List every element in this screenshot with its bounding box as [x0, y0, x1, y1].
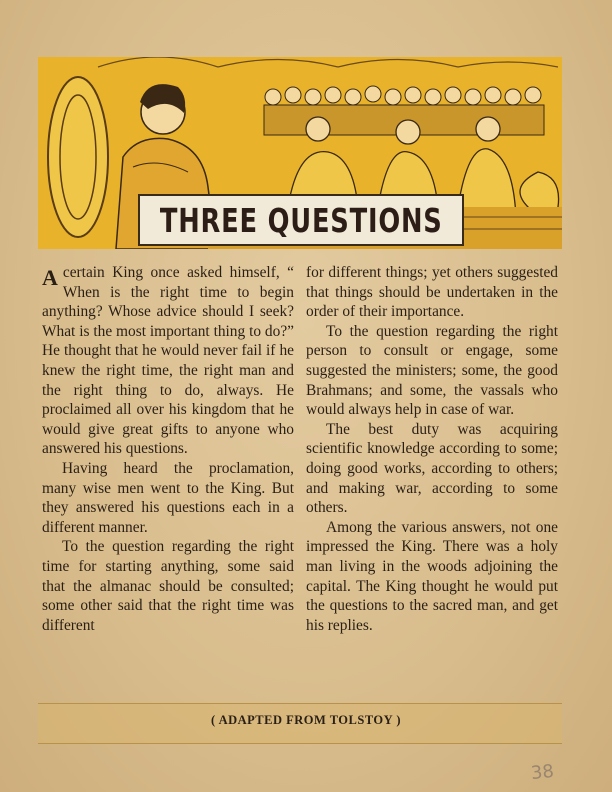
page-number: 38 — [529, 760, 555, 785]
paragraph: To the question regarding the right person to consult or engage, some suggested the ministers; some, the good Brahmans; and some, the vassals who would always help in case of war. — [306, 322, 558, 419]
right-column — [306, 263, 558, 635]
attribution: ( ADAPTED FROM TOLSTOY ) — [210, 713, 402, 727]
paragraph: Having heard the proclamation, many wise men went to the King. But they answered his questions each in a different manner. — [42, 459, 294, 536]
header-banner — [38, 57, 562, 249]
footer-rule-top — [38, 703, 562, 704]
paragraph: To the question regarding the right time for starting anything, some said that the almanac should be consulted; some other said that the right time was different — [42, 538, 294, 634]
left-column — [42, 263, 294, 635]
paragraph: Among the various answers, not one impressed the King. There was a holy man living in the woods adjoining the capital. The King thought he would put the questions to the sacred man, and get his replies. — [306, 518, 558, 634]
drop-cap: A — [42, 265, 58, 290]
paragraph: The best duty was acquiring scientific knowledge according to some; doing good works, according to others; and making war, according to some others. — [306, 420, 558, 517]
title-box — [138, 194, 464, 246]
paragraph: for different things; yet others suggested that things should be undertaken in the order of their importance. — [306, 264, 558, 321]
footer-rule-bottom — [38, 743, 562, 744]
paragraph: A certain King once asked himself, “ When is the right time to begin anything? Whose advice should I seek? What is the most important thing to do?” He thought that he would never fail if he knew the right time, the right man and the right thing to do, always. He proclaimed all over his kingdom that he would give great gifts to anyone who answered his questions. — [42, 264, 294, 458]
article-title: THREE QUESTIONS — [159, 200, 443, 240]
